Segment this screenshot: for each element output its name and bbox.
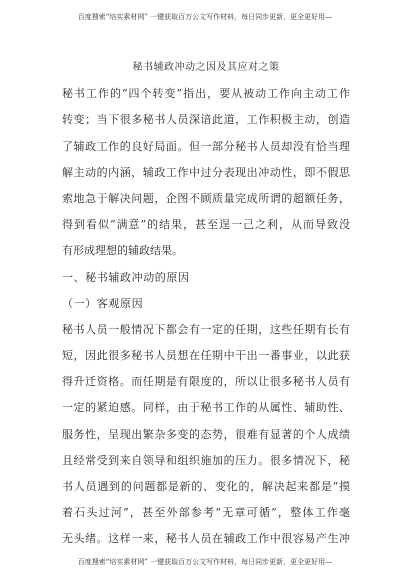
paragraph-line: 且经常受到来自领导和组织施加的压力。很多情况下，秘 <box>62 453 350 467</box>
paragraph-line: 了辅政工作的良好局面。但一部分秘书人员却没有恰当理 <box>62 139 350 153</box>
document-body <box>62 55 350 553</box>
paragraph-line: 转变；当下很多秘书人员深谙此道，工作积极主动，创造 <box>62 113 350 127</box>
paragraph-line: 服务性，呈现出繁杂多变的态势，很难有显著的个人成绩 <box>62 427 350 441</box>
paragraph-line: 短，因此很多秘书人员想在任期中干出一番事业，以此获 <box>62 349 350 363</box>
body-paragraph <box>62 317 350 553</box>
paragraph-line: 索地急于解决问题，企图不顾质量完成所谓的超额任务， <box>62 191 350 205</box>
page-header: 百度搜索“培实素材网” 一键获取百万公文写作材料，每日同步更新，更全更好用— <box>77 13 333 21</box>
paragraph-line: 无头绪。这样一来，秘书人员在辅政工作中很容易产生冲 <box>62 532 350 546</box>
paragraph-line: 书人员遇到的问题都是新的、变化的，解决起来都是“摸 <box>62 480 350 493</box>
document-title: 秘书辅政冲动之因及其应对之策 <box>132 62 280 73</box>
page-footer: 百度搜索“培实素材网” 一键获取百万公文写作材料，每日同步更新，更全更好用— <box>77 558 333 566</box>
paragraph-line: 得到看似“满意”的结果，甚至逞一己之利，从而导致没 <box>62 218 350 232</box>
paragraph-line: 得升迁资格。而任期是有限度的，所以让很多秘书人员有 <box>62 375 350 389</box>
paragraph-line: 秘书人员一般情况下都会有一定的任期，这些任期有长有 <box>62 322 350 336</box>
paragraph-line: 一定的紧迫感。同样，由于秘书工作的从属性、辅助性、 <box>62 401 350 415</box>
subsection-heading: （一）客观原因 <box>62 296 144 310</box>
paragraph-line: 解主动的内涵，辅政工作中过分表现出冲动性，即不假思 <box>62 165 350 179</box>
paragraph-line: 秘书工作的“四个转变”指出，要从被动工作向主动工作 <box>62 87 350 101</box>
paragraph-line: 着石头过河”，甚至外部参考“无章可循”，整体工作毫 <box>62 506 350 520</box>
paragraph-line: 有形成理想的辅政结果。 <box>62 244 183 258</box>
intro-paragraph <box>62 81 350 264</box>
section-heading: 一、秘书辅政冲动的原因 <box>62 270 190 284</box>
